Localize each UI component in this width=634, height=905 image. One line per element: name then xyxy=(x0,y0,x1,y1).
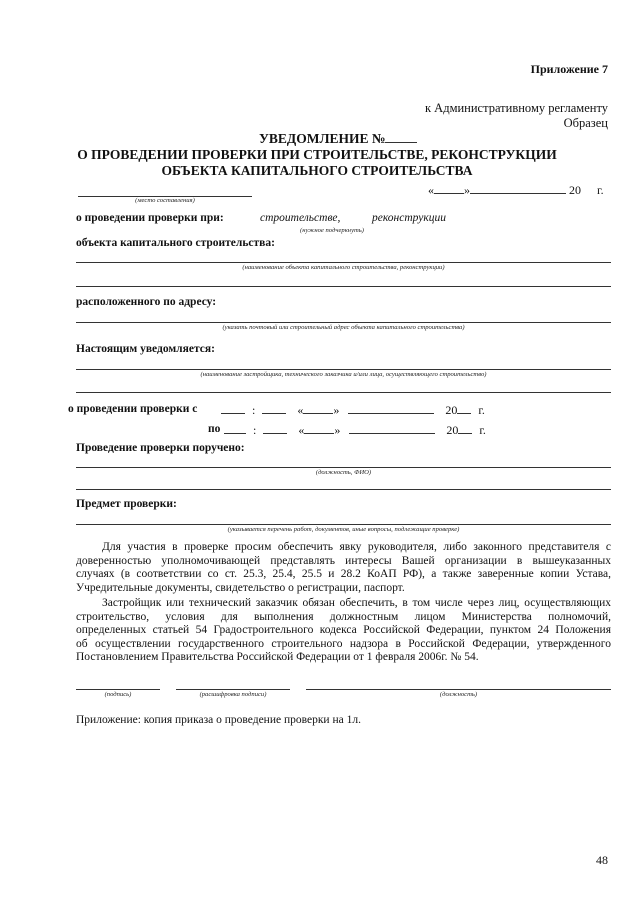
from-month-blank[interactable] xyxy=(348,403,434,414)
to-year-suffix: г. xyxy=(479,423,486,437)
from-open-quote: « xyxy=(297,403,304,417)
subject-label: Предмет проверки: xyxy=(76,498,177,510)
notified-line[interactable] xyxy=(76,369,611,370)
signature-caption: (подпись) xyxy=(104,691,132,698)
appendix-number: Приложение 7 xyxy=(530,62,608,76)
attachment-note: Приложение: копия приказа о проведение проверки на 1л. xyxy=(76,714,361,726)
paragraph-line: случаях (в соответствии со ст. 25.3, 25.4, 25.5 и 28.2 КоАП РФ), а также заверенные копии Устава, xyxy=(76,568,611,581)
option-construction[interactable]: строительстве, xyxy=(260,212,341,224)
assigned-caption: (должность, ФИО) xyxy=(315,469,372,476)
object-label: объекта капитального строительства: xyxy=(76,237,275,249)
period-from-fields xyxy=(221,403,485,418)
period-to-label: по xyxy=(208,423,221,435)
period-to-fields xyxy=(224,423,486,438)
subject-caption: (указывается перечень работ, документов, иные вопросы, подлежащие проверке) xyxy=(227,526,460,533)
paragraph-attendance xyxy=(76,541,611,595)
notice-title xyxy=(259,131,417,147)
notified-label: Настоящим уведомляется: xyxy=(76,343,215,355)
paragraph-line: об осуществлении государственного строительного надзора в Российской Федерации, утвержденного xyxy=(76,637,611,650)
assigned-line-2[interactable] xyxy=(76,489,611,490)
to-year-blank[interactable] xyxy=(458,423,472,434)
address-line[interactable] xyxy=(76,322,611,323)
to-hour-blank[interactable] xyxy=(224,423,246,434)
year-suffix: г. xyxy=(597,183,604,197)
decoding-caption: (расшифровка подписи) xyxy=(199,691,267,698)
position-caption: (должность) xyxy=(439,691,478,698)
from-year-prefix: 20 xyxy=(445,403,458,417)
year-blank[interactable] xyxy=(581,184,597,194)
date-field xyxy=(428,183,604,198)
paragraph-line: Постановлением Правительства Российской Федерации от 1 февраля 2006г. № 54. xyxy=(76,651,479,664)
page-number: 48 xyxy=(596,853,608,867)
object-line[interactable] xyxy=(76,262,611,263)
to-colon: : xyxy=(253,423,257,437)
from-close-quote: » xyxy=(333,403,340,417)
assigned-label: Проведение проверки поручено: xyxy=(76,442,245,454)
notified-caption: (наименование застройщика, технического заказчика и/или лица, осуществляющего строительство) xyxy=(200,371,487,378)
from-day-blank[interactable] xyxy=(303,403,333,414)
period-from-label: о проведении проверки с xyxy=(68,403,198,415)
decoding-line[interactable] xyxy=(176,689,290,690)
address-caption: (указать почтовый или строительный адрес объекта капитального строительства) xyxy=(222,324,465,331)
notice-number-blank[interactable] xyxy=(385,131,417,143)
place-caption: (место составления) xyxy=(135,197,195,204)
signature-line[interactable] xyxy=(76,689,160,690)
assigned-line[interactable] xyxy=(76,467,611,468)
paragraph-line: строительство, условия для выполнения должностным лицом Министерства полномочий, xyxy=(76,610,611,623)
subject-line[interactable] xyxy=(76,524,611,525)
date-day-blank[interactable] xyxy=(434,183,464,194)
date-month-blank[interactable] xyxy=(470,183,566,194)
regulation-reference: к Административному регламенту xyxy=(424,101,608,115)
paragraph-line: Учредительные документы, свидетельство о регистрации, паспорт. xyxy=(76,581,405,594)
to-open-quote: « xyxy=(298,423,305,437)
from-year-blank[interactable] xyxy=(457,403,471,414)
check-type-caption: (нужное подчеркнуть) xyxy=(300,227,364,234)
option-reconstruction[interactable]: реконструкции xyxy=(372,212,446,224)
notice-title-text: УВЕДОМЛЕНИЕ № xyxy=(259,131,386,146)
paragraph-line: доверенностью уполномочивающей представлять интересы Вашей организации в вышеуказанных xyxy=(76,554,611,567)
check-type-label: о проведении проверки при: xyxy=(76,212,224,224)
from-minute-blank[interactable] xyxy=(262,403,286,414)
notified-line-2[interactable] xyxy=(76,392,611,393)
year-prefix: 20 xyxy=(569,183,581,197)
to-close-quote: » xyxy=(334,423,341,437)
date-close-quote: » xyxy=(464,183,470,197)
to-day-blank[interactable] xyxy=(304,423,334,434)
from-year-suffix: г. xyxy=(478,403,485,417)
paragraph-obligations xyxy=(76,597,611,665)
title-line-3: ОБЪЕКТА КАПИТАЛЬНОГО СТРОИТЕЛЬСТВА xyxy=(161,163,473,178)
to-minute-blank[interactable] xyxy=(263,423,287,434)
title-line-2: О ПРОВЕДЕНИИ ПРОВЕРКИ ПРИ СТРОИТЕЛЬСТВЕ, РЕКОНСТРУКЦИИ xyxy=(77,147,557,162)
from-colon: : xyxy=(252,403,256,417)
address-label: расположенного по адресу: xyxy=(76,296,217,308)
sample-label: Образец xyxy=(563,116,608,130)
object-line-2[interactable] xyxy=(76,286,611,287)
position-line[interactable] xyxy=(306,689,611,690)
from-hour-blank[interactable] xyxy=(221,403,245,414)
date-open-quote: « xyxy=(428,183,434,197)
paragraph-line: Застройщик или технический заказчик обязан обеспечить, в том числе через лиц, осуществляющих xyxy=(102,597,611,609)
to-month-blank[interactable] xyxy=(349,423,435,434)
to-year-prefix: 20 xyxy=(446,423,459,437)
paragraph-line: Для участия в проверке просим обеспечить явку руководителя, либо законного представителя с xyxy=(102,541,611,553)
object-caption: (наименование объекта капитального строительства, реконструкции) xyxy=(242,264,445,271)
paragraph-line: определенных статьей 54 Градостроительного кодекса Российской Федерации, пунктом 24 Положения xyxy=(76,624,611,637)
